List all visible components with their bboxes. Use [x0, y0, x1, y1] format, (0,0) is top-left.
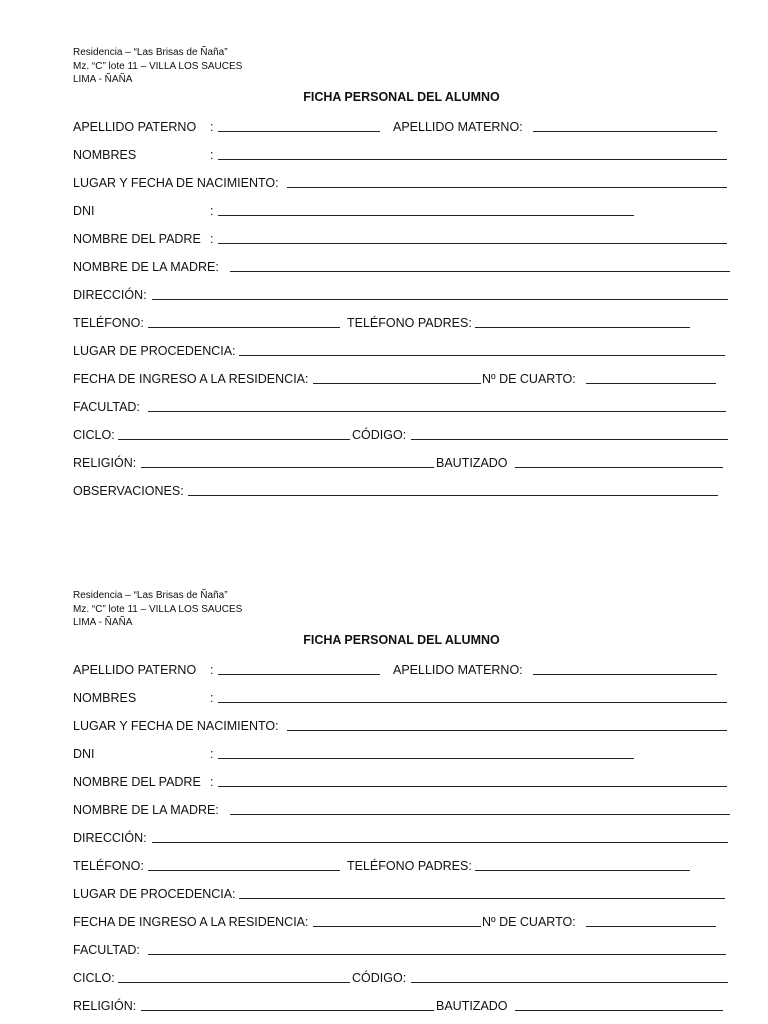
label-fecha-ingreso: FECHA DE INGRESO A LA RESIDENCIA: [73, 372, 309, 386]
colon: : [210, 775, 214, 789]
header-line-1: Residencia – “Las Brisas de Ñaña” [73, 47, 228, 58]
field-dni[interactable] [218, 215, 634, 216]
label-apellido-paterno: APELLIDO PATERNO [73, 120, 197, 134]
label-apellido-paterno: APELLIDO PATERNO [73, 663, 197, 677]
label-lugar-procedencia: LUGAR DE PROCEDENCIA: [73, 344, 236, 358]
field-telefono-padres[interactable] [475, 870, 690, 871]
label-dni: DNI [73, 204, 95, 218]
colon: : [210, 747, 214, 761]
field-fecha-ingreso[interactable] [313, 926, 481, 927]
field-telefono-padres[interactable] [475, 327, 690, 328]
label-lugar-fecha-nacimiento: LUGAR Y FECHA DE NACIMIENTO: [73, 719, 279, 733]
field-lugar-procedencia[interactable] [239, 898, 725, 899]
field-direccion[interactable] [152, 842, 728, 843]
label-direccion: DIRECCIÓN: [73, 288, 147, 302]
label-nro-cuarto: Nº DE CUARTO: [482, 372, 576, 386]
label-direccion: DIRECCIÓN: [73, 831, 147, 845]
label-codigo: CÓDIGO: [352, 971, 407, 985]
field-lugar-fecha-nacimiento[interactable] [287, 187, 727, 188]
label-facultad: FACULTAD: [73, 400, 140, 414]
field-nombres[interactable] [218, 702, 727, 703]
label-apellido-materno: APELLIDO MATERNO: [393, 120, 523, 134]
label-apellido-materno: APELLIDO MATERNO: [393, 663, 523, 677]
label-bautizado: BAUTIZADO [436, 456, 508, 470]
field-nombre-madre[interactable] [230, 271, 730, 272]
field-facultad[interactable] [148, 954, 726, 955]
field-codigo[interactable] [411, 982, 728, 983]
label-codigo: CÓDIGO: [352, 428, 407, 442]
label-dni: DNI [73, 747, 95, 761]
field-nro-cuarto[interactable] [586, 926, 716, 927]
field-nro-cuarto[interactable] [586, 383, 716, 384]
colon: : [210, 120, 214, 134]
label-observaciones: OBSERVACIONES: [73, 484, 184, 498]
label-nombre-madre: NOMBRE DE LA MADRE: [73, 803, 219, 817]
header-line-1: Residencia – “Las Brisas de Ñaña” [73, 590, 228, 601]
field-apellido-materno[interactable] [533, 674, 717, 675]
form-title: FICHA PERSONAL DEL ALUMNO [303, 633, 500, 647]
label-nombre-padre: NOMBRE DEL PADRE [73, 232, 201, 246]
label-religion: RELIGIÓN: [73, 999, 137, 1013]
colon: : [210, 663, 214, 677]
colon: : [210, 691, 214, 705]
field-lugar-procedencia[interactable] [239, 355, 725, 356]
label-religion: RELIGIÓN: [73, 456, 137, 470]
field-telefono[interactable] [148, 870, 340, 871]
label-fecha-ingreso: FECHA DE INGRESO A LA RESIDENCIA: [73, 915, 309, 929]
label-lugar-fecha-nacimiento: LUGAR Y FECHA DE NACIMIENTO: [73, 176, 279, 190]
header-line-3: LIMA - ÑAÑA [73, 74, 133, 85]
label-bautizado: BAUTIZADO [436, 999, 508, 1013]
colon: : [210, 204, 214, 218]
field-nombres[interactable] [218, 159, 727, 160]
field-ciclo[interactable] [118, 439, 350, 440]
residence-header [73, 589, 242, 630]
label-lugar-procedencia: LUGAR DE PROCEDENCIA: [73, 887, 236, 901]
field-observaciones[interactable] [188, 495, 718, 496]
label-nombre-padre: NOMBRE DEL PADRE [73, 775, 201, 789]
field-religion[interactable] [141, 1010, 434, 1011]
colon: : [210, 148, 214, 162]
field-apellido-paterno[interactable] [218, 131, 380, 132]
field-codigo[interactable] [411, 439, 728, 440]
field-dni[interactable] [218, 758, 634, 759]
label-telefono: TELÉFONO: [73, 859, 144, 873]
field-bautizado[interactable] [515, 1010, 723, 1011]
label-nombres: NOMBRES [73, 691, 137, 705]
field-nombre-madre[interactable] [230, 814, 730, 815]
residence-header [73, 46, 242, 87]
colon: : [210, 232, 214, 246]
label-telefono: TELÉFONO: [73, 316, 144, 330]
label-nombre-madre: NOMBRE DE LA MADRE: [73, 260, 219, 274]
label-telefono-padres: TELÉFONO PADRES: [347, 859, 472, 873]
field-ciclo[interactable] [118, 982, 350, 983]
field-lugar-fecha-nacimiento[interactable] [287, 730, 727, 731]
field-religion[interactable] [141, 467, 434, 468]
label-nro-cuarto: Nº DE CUARTO: [482, 915, 576, 929]
header-line-2: Mz. “C” lote 11 – VILLA LOS SAUCES [73, 60, 243, 72]
field-apellido-materno[interactable] [533, 131, 717, 132]
field-bautizado[interactable] [515, 467, 723, 468]
field-nombre-padre[interactable] [218, 786, 727, 787]
label-facultad: FACULTAD: [73, 943, 140, 957]
header-line-2: Mz. “C” lote 11 – VILLA LOS SAUCES [73, 603, 243, 615]
label-ciclo: CICLO: [73, 428, 115, 442]
form-title: FICHA PERSONAL DEL ALUMNO [303, 90, 500, 104]
field-telefono[interactable] [148, 327, 340, 328]
field-direccion[interactable] [152, 299, 728, 300]
field-facultad[interactable] [148, 411, 726, 412]
label-ciclo: CICLO: [73, 971, 115, 985]
header-line-3: LIMA - ÑAÑA [73, 617, 133, 628]
field-apellido-paterno[interactable] [218, 674, 380, 675]
label-nombres: NOMBRES [73, 148, 137, 162]
label-telefono-padres: TELÉFONO PADRES: [347, 316, 472, 330]
field-fecha-ingreso[interactable] [313, 383, 481, 384]
field-nombre-padre[interactable] [218, 243, 727, 244]
